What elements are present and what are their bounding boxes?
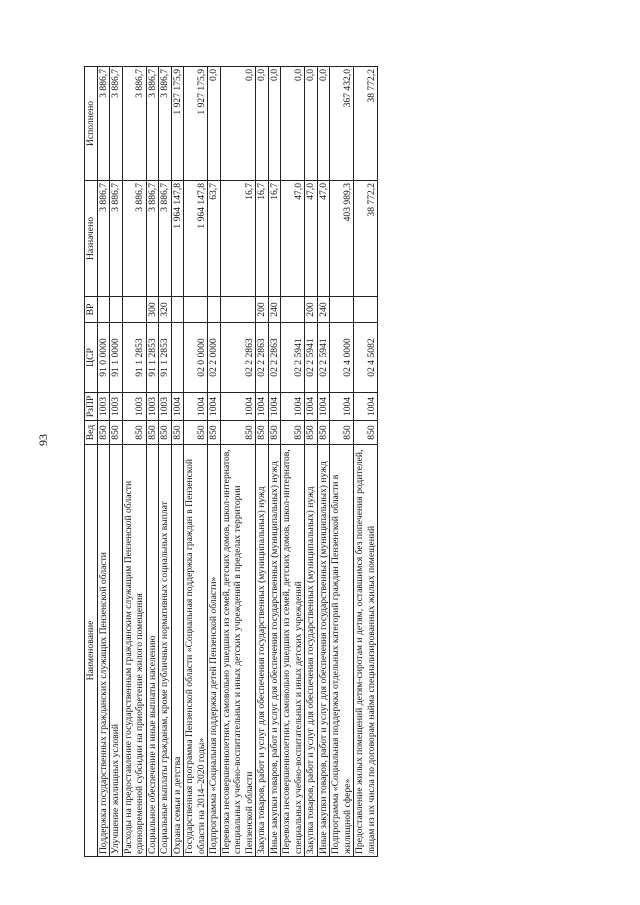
cell-rzpr: 1004 [354,393,378,421]
table-row [256,67,269,857]
cell-ved: 850 [208,421,221,445]
header-csr: ЦСР [85,323,98,393]
cell-assigned: 16,7 [220,181,256,297]
budget-table [84,66,378,857]
cell-executed: 0,0 [317,67,330,181]
cell-assigned: 38 772,2 [354,181,378,297]
cell-executed: 38 772,2 [354,67,378,181]
page-number: 93 [36,434,50,446]
cell-csr: 02 2 2863 [268,323,281,393]
cell-name: Социальные выплаты гражданам, кроме публичных нормативных социальных выплат [159,445,172,857]
cell-csr: 02 2 2863 [256,323,269,393]
cell-vr: 320 [159,297,172,323]
cell-assigned: 47,0 [317,181,330,297]
cell-vr [330,297,354,323]
table-row [268,67,281,857]
cell-csr: 02 2 5941 [317,323,330,393]
table-row [97,67,110,857]
cell-name: Охрана семьи и детства [171,445,184,857]
table-row [330,67,354,857]
cell-rzpr: 1004 [305,393,318,421]
cell-rzpr: 1003 [146,393,159,421]
cell-ved: 850 [317,421,330,445]
table-row [159,67,172,857]
cell-executed: 3 886,7 [159,67,172,181]
cell-executed: 3 886,7 [110,67,123,181]
cell-vr [220,297,256,323]
cell-csr: 02 2 5941 [281,323,305,393]
cell-executed: 367 432,0 [330,67,354,181]
cell-assigned: 3 886,7 [122,181,146,297]
cell-ved: 850 [268,421,281,445]
cell-executed: 3 886,7 [122,67,146,181]
cell-vr: 200 [305,297,318,323]
cell-csr: 91 1 2853 [159,323,172,393]
cell-csr: 91 1 2853 [122,323,146,393]
cell-assigned: 47,0 [281,181,305,297]
cell-csr: 91 1 0000 [110,323,123,393]
table-row [317,67,330,857]
cell-ved: 850 [122,421,146,445]
cell-vr [354,297,378,323]
table-row [281,67,305,857]
cell-ved: 850 [159,421,172,445]
cell-name: Улучшение жилищных условий [110,445,123,857]
cell-assigned: 63,7 [208,181,221,297]
cell-name: Подпрограмма «Социальная поддержка отдельных категорий граждан Пензенской области в жилищной сфере» [330,445,354,857]
table-row [146,67,159,857]
cell-ved: 850 [330,421,354,445]
cell-vr [171,297,184,323]
cell-rzpr: 1003 [110,393,123,421]
cell-ved: 850 [281,421,305,445]
cell-executed: 0,0 [208,67,221,181]
header-rzpr: РзПР [85,393,98,421]
cell-rzpr: 1003 [159,393,172,421]
cell-csr: 91 0 0000 [97,323,110,393]
header-assigned: Назначено [85,181,98,297]
cell-name: Перевозка несовершеннолетних, самовольно ушедших из семей, детских домов, школ-интернатов, специальных учебно-воспитательных и иных детских учреждений [281,445,305,857]
cell-ved: 850 [354,421,378,445]
table-row [208,67,221,857]
cell-csr: 02 0 0000 [184,323,208,393]
cell-rzpr: 1004 [184,393,208,421]
cell-rzpr: 1004 [268,393,281,421]
cell-executed: 0,0 [220,67,256,181]
cell-executed: 1 927 175,9 [184,67,208,181]
header-ved: Вед [85,421,98,445]
cell-csr [171,323,184,393]
cell-vr: 300 [146,297,159,323]
cell-csr: 91 1 2853 [146,323,159,393]
cell-vr [184,297,208,323]
cell-assigned: 3 886,7 [110,181,123,297]
cell-rzpr: 1004 [317,393,330,421]
budget-table-container [84,67,560,857]
cell-executed: 1 927 175,9 [171,67,184,181]
cell-ved: 850 [305,421,318,445]
table-row [305,67,318,857]
cell-ved: 850 [171,421,184,445]
cell-name: Поддержка государственных гражданских служащих Пензенской области [97,445,110,857]
cell-name: Закупка товаров, работ и услуг для обеспечения государственных (муниципальных) нужд [305,445,318,857]
table-header-row [85,67,98,857]
cell-executed: 0,0 [268,67,281,181]
cell-rzpr: 1004 [220,393,256,421]
cell-csr: 02 2 0000 [208,323,221,393]
cell-assigned: 403 989,3 [330,181,354,297]
cell-name: Подпрограмма «Социальная поддержка детей Пензенской области» [208,445,221,857]
table-row [171,67,184,857]
cell-ved: 850 [256,421,269,445]
cell-name: Иные закупки товаров, работ и услуг для обеспечения государственных (муниципальных) нужд [317,445,330,857]
cell-assigned: 47,0 [305,181,318,297]
cell-executed: 0,0 [281,67,305,181]
header-name: Наименование [85,445,98,857]
cell-vr: 240 [317,297,330,323]
cell-name: Перевозка несовершеннолетних, самовольно ушедших из семей, детских домов, школ-интернатов, специальных учебно-воспитательных и иных детских учреждений в пределах территории Пензенской области [220,445,256,857]
cell-assigned: 3 886,7 [146,181,159,297]
cell-csr: 02 4 0000 [330,323,354,393]
cell-vr [110,297,123,323]
table-row [354,67,378,857]
cell-ved: 850 [110,421,123,445]
cell-executed: 3 886,7 [146,67,159,181]
cell-rzpr: 1004 [208,393,221,421]
cell-rzpr: 1004 [171,393,184,421]
cell-executed: 3 886,7 [97,67,110,181]
cell-csr: 02 2 5941 [305,323,318,393]
cell-vr [281,297,305,323]
cell-assigned: 16,7 [256,181,269,297]
cell-vr [122,297,146,323]
table-row [220,67,256,857]
cell-name: Закупка товаров, работ и услуг для обеспечения государственных (муниципальных) нужд [256,445,269,857]
cell-csr: 02 4 5082 [354,323,378,393]
cell-ved: 850 [97,421,110,445]
cell-ved: 850 [146,421,159,445]
cell-assigned: 3 886,7 [97,181,110,297]
cell-vr [97,297,110,323]
cell-ved: 850 [220,421,256,445]
cell-rzpr: 1004 [281,393,305,421]
cell-name: Предоставление жилых помещений детям-сиротам и детям, оставшимся без попечения родителей, лицам из их числа по договорам найма специализированных жилых помещений [354,445,378,857]
cell-assigned: 3 886,7 [159,181,172,297]
cell-csr: 02 2 2863 [220,323,256,393]
cell-name: Расходы на предоставление государственным гражданским служащим Пензенской области единовременной субсидии на приобретение жилого помещения [122,445,146,857]
table-row [122,67,146,857]
cell-rzpr: 1003 [97,393,110,421]
table-row [184,67,208,857]
header-vr: ВР [85,297,98,323]
header-executed: Исполнено [85,67,98,181]
cell-vr: 200 [256,297,269,323]
cell-executed: 0,0 [305,67,318,181]
cell-executed: 0,0 [256,67,269,181]
table-row [110,67,123,857]
cell-rzpr: 1003 [122,393,146,421]
cell-assigned: 1 964 147,8 [171,181,184,297]
cell-assigned: 16,7 [268,181,281,297]
cell-rzpr: 1004 [256,393,269,421]
cell-vr: 240 [268,297,281,323]
cell-vr [208,297,221,323]
cell-assigned: 1 964 147,8 [184,181,208,297]
cell-rzpr: 1004 [330,393,354,421]
cell-ved: 850 [184,421,208,445]
cell-name: Социальное обеспечение и иные выплаты населению [146,445,159,857]
cell-name: Государственная программа Пензенской области «Социальная поддержка граждан в Пензенской области на 2014–2020 годы» [184,445,208,857]
cell-name: Иные закупки товаров, работ и услуг для обеспечения государственных (муниципальных) нужд [268,445,281,857]
